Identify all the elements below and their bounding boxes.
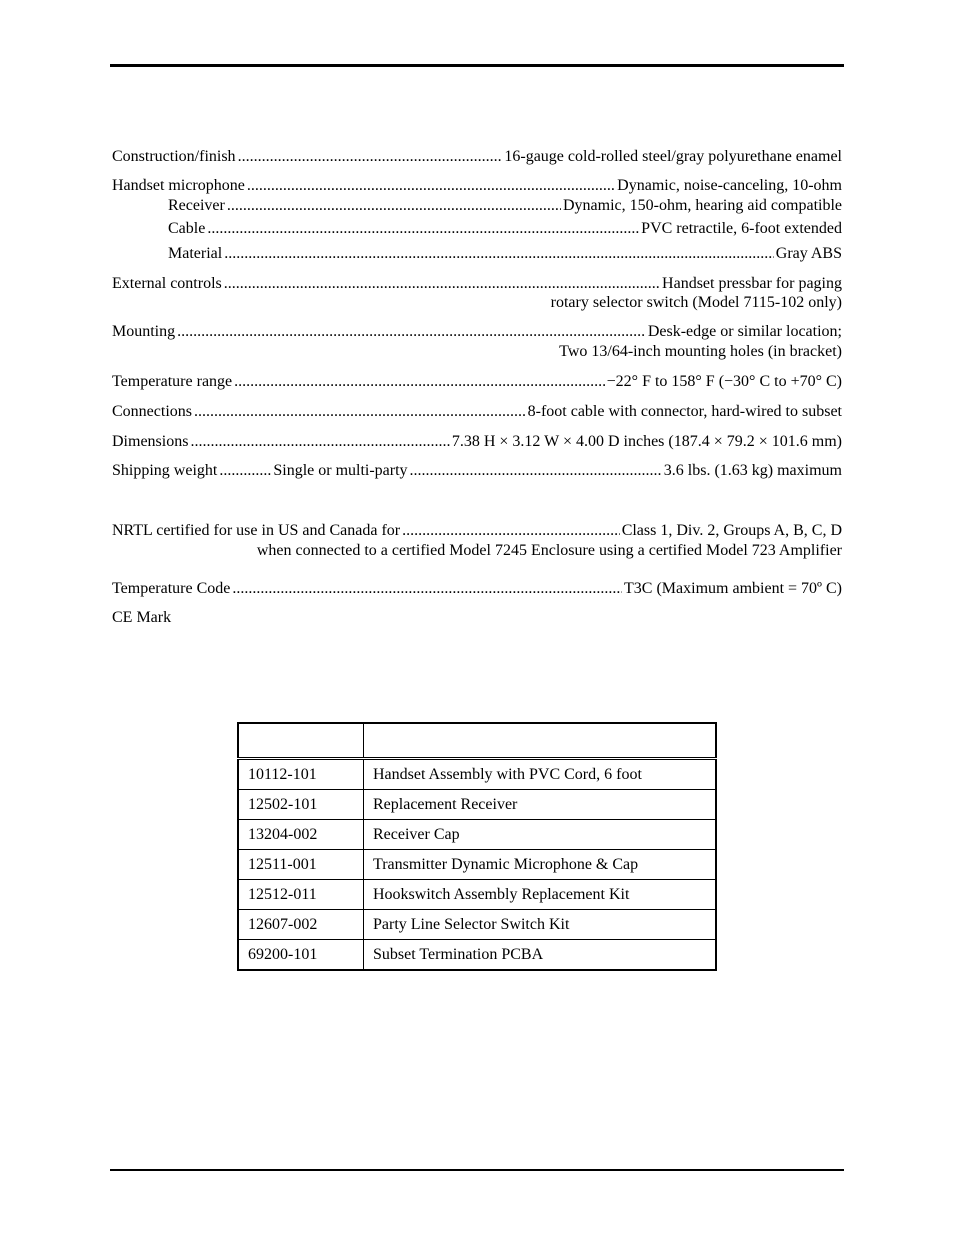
replacement-parts-table — [237, 722, 717, 971]
description-cell: Transmitter Dynamic Microphone & Cap — [364, 850, 717, 880]
table-row — [238, 880, 716, 910]
table-row — [238, 850, 716, 880]
cert-ce-mark: CE Mark — [112, 609, 172, 626]
description-header — [364, 723, 717, 759]
spec-cable: Cable ..... PVC retractile, 6-foot extended — [168, 219, 842, 239]
leader-dots — [410, 461, 662, 481]
cert-temperature-code: Temperature Code ..... T3C (Maximum ambient = 70º C) — [112, 579, 842, 599]
leader-dots — [224, 244, 774, 264]
description-cell: Subset Termination PCBA — [364, 940, 717, 971]
leader-dots — [247, 176, 615, 196]
description-cell: Receiver Cap — [364, 820, 717, 850]
spec-mounting: Mounting ..... Desk-edge or similar location; — [112, 322, 842, 342]
part-number-cell: 12511-001 — [238, 850, 364, 880]
description-cell: Party Line Selector Switch Kit — [364, 910, 717, 940]
spec-dimensions: Dimensions ..... 7.38 H × 3.12 W × 4.00 D inches (187.4 × 79.2 × 101.6 mm) — [112, 432, 842, 452]
leader-dots — [402, 521, 620, 541]
table-header-row — [238, 723, 716, 759]
description-cell: Hookswitch Assembly Replacement Kit — [364, 880, 717, 910]
part-number-cell: 12607-002 — [238, 910, 364, 940]
cert-nrtl-continuation: when connected to a certified Model 7245 Enclosure using a certified Model 723 Amplifier — [256, 542, 842, 559]
part-number-cell: 69200-101 — [238, 940, 364, 971]
header-rule — [110, 64, 844, 67]
leader-dots — [234, 372, 605, 392]
leader-dots — [232, 579, 622, 599]
part-number-cell: 12502-101 — [238, 790, 364, 820]
spec-receiver: Receiver ..... Dynamic, 150-ohm, hearing aid compatible — [168, 196, 842, 216]
table-row — [238, 759, 716, 790]
table-row — [238, 940, 716, 971]
part-number-header — [238, 723, 364, 759]
spec-external-controls-continuation: rotary selector switch (Model 7115-102 only) — [550, 294, 842, 311]
footer-rule — [110, 1169, 844, 1171]
table-row — [238, 790, 716, 820]
part-number-cell: 10112-101 — [238, 759, 364, 790]
table-row — [238, 820, 716, 850]
description-cell: Handset Assembly with PVC Cord, 6 foot — [364, 759, 717, 790]
spec-external-controls: External controls ..... Handset pressbar for paging — [112, 274, 842, 294]
leader-dots — [194, 402, 526, 422]
leader-dots — [227, 196, 561, 216]
spec-connections: Connections ..... 8-foot cable with connector, hard-wired to subset — [112, 402, 842, 422]
leader-dots — [238, 147, 503, 167]
spec-temperature-range: Temperature range ..... −22° F to 158° F (−30° C to +70° C) — [112, 372, 842, 392]
spec-mounting-continuation: Two 13/64-inch mounting holes (in bracket) — [559, 343, 842, 360]
leader-dots — [224, 274, 660, 294]
leader-dots — [219, 461, 271, 481]
spec-handset-microphone: Handset microphone ..... Dynamic, noise-canceling, 10-ohm — [112, 176, 842, 196]
spec-construction: Construction/finish ..... 16-gauge cold-rolled steel/gray polyurethane enamel — [112, 147, 842, 167]
leader-dots — [207, 219, 639, 239]
part-number-cell: 12512-011 — [238, 880, 364, 910]
description-cell: Replacement Receiver — [364, 790, 717, 820]
table-row — [238, 910, 716, 940]
leader-dots — [177, 322, 646, 342]
cert-nrtl: NRTL certified for use in US and Canada for ..... Class 1, Div. 2, Groups A, B, C, D — [112, 521, 842, 541]
spec-material: Material ..... Gray ABS — [168, 244, 842, 264]
spec-shipping-weight: Shipping weight ..... Single or multi-party ..... 3.6 lbs. (1.63 kg) maximum — [112, 461, 842, 481]
part-number-cell: 13204-002 — [238, 820, 364, 850]
leader-dots — [190, 432, 449, 452]
